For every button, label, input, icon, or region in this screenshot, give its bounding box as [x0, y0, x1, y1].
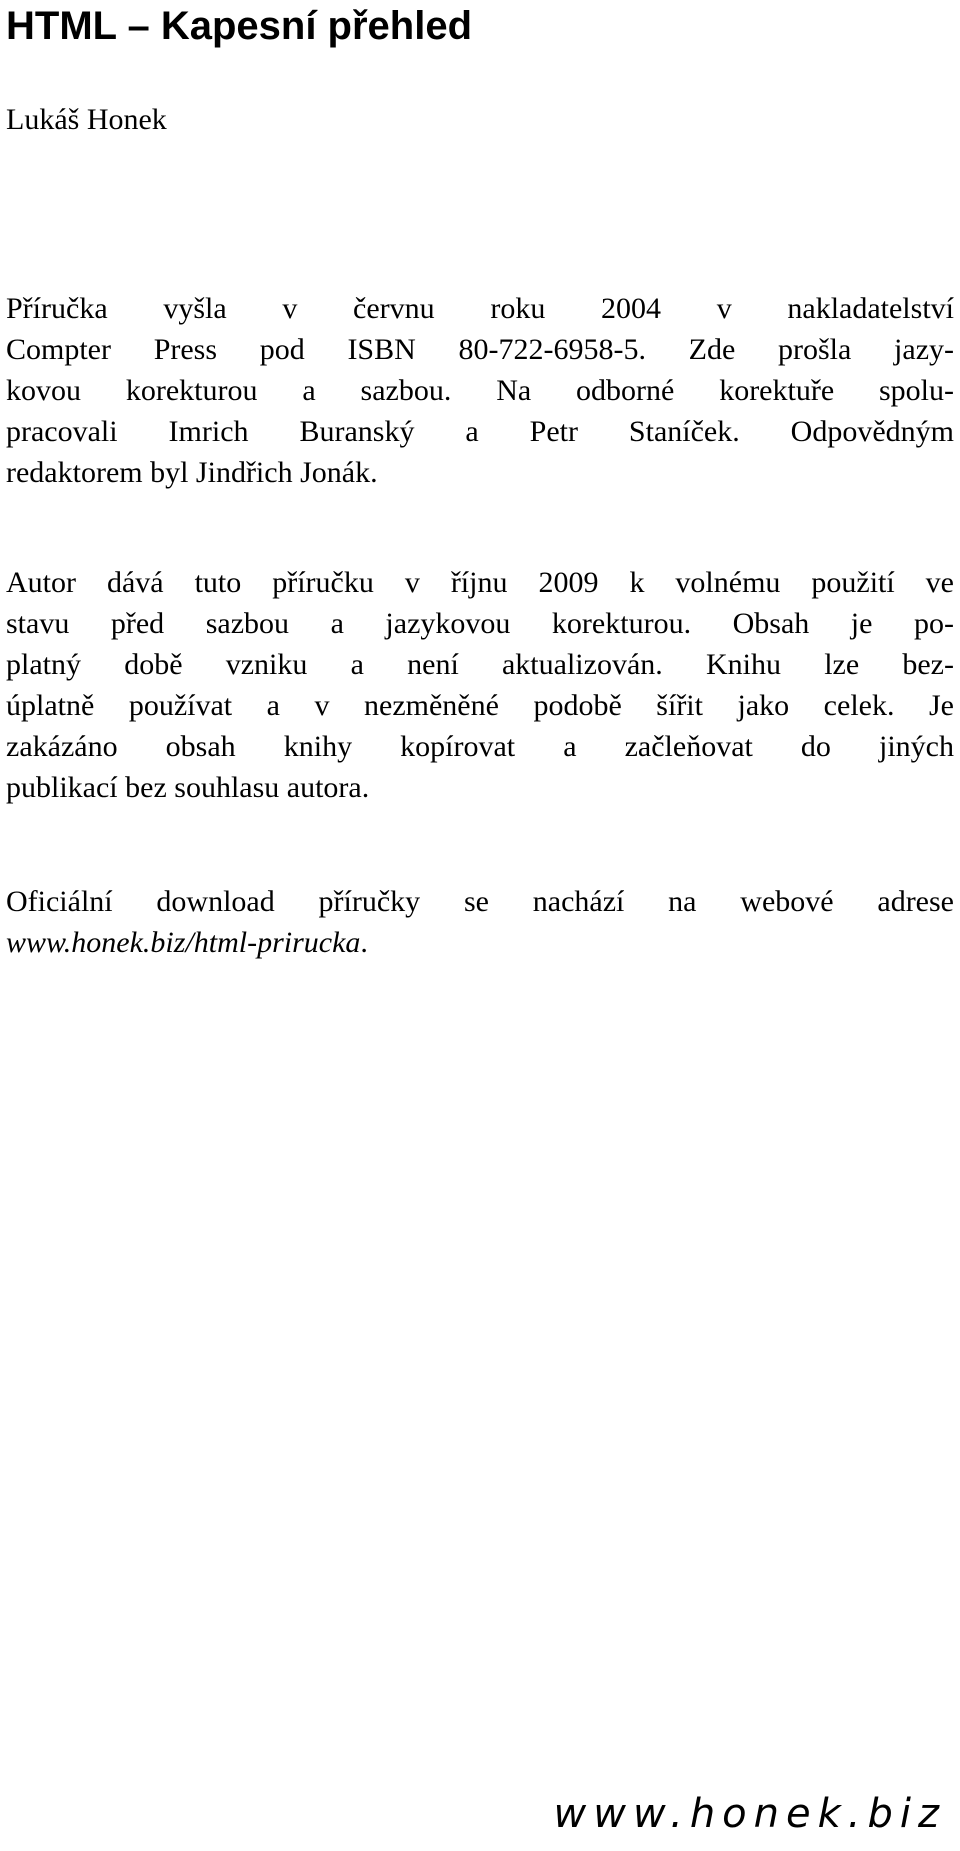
paragraph-line: redaktorem byl Jindřich Jonák.: [6, 456, 378, 489]
paragraph-line: Příručka vyšla v červnu roku 2004 v nakladatelství: [6, 292, 954, 325]
paragraph-line: publikací bez souhlasu autora.: [6, 771, 370, 804]
document-title: HTML – Kapesní přehled: [6, 4, 473, 48]
download-url-link[interactable]: www.honek.biz/html-prirucka: [6, 926, 361, 959]
paragraph-line: zakázáno obsah knihy kopírovat a začleňovat do jiných: [6, 730, 954, 763]
download-paragraph: [6, 881, 954, 963]
document-page: [6, 0, 954, 1851]
paragraph-line: platný době vzniku a není aktualizován. Knihu lze bez-: [6, 648, 954, 681]
publication-info-paragraph: [6, 288, 954, 493]
author-name: Lukáš Honek: [6, 103, 167, 136]
license-paragraph: [6, 562, 954, 808]
paragraph-line: stavu před sazbou a jazykovou korekturou. Obsah je po-: [6, 607, 954, 640]
url-suffix: .: [360, 926, 368, 959]
paragraph-line: Autor dává tuto příručku v říjnu 2009 k volnému použití ve: [6, 566, 954, 599]
paragraph-line: pracovali Imrich Buranský a Petr Staníček. Odpovědným: [6, 415, 954, 448]
paragraph-line: Oficiální download příručky se nachází na webové adrese: [6, 885, 954, 918]
footer-website: www.honek.biz: [553, 1791, 946, 1837]
paragraph-line: kovou korekturou a sazbou. Na odborné korektuře spolu-: [6, 374, 954, 407]
paragraph-line: [6, 922, 954, 963]
paragraph-line: úplatně používat a v nezměněné podobě šířit jako celek. Je: [6, 689, 954, 722]
paragraph-line: Compter Press pod ISBN 80-722-6958-5. Zde prošla jazy-: [6, 333, 954, 366]
